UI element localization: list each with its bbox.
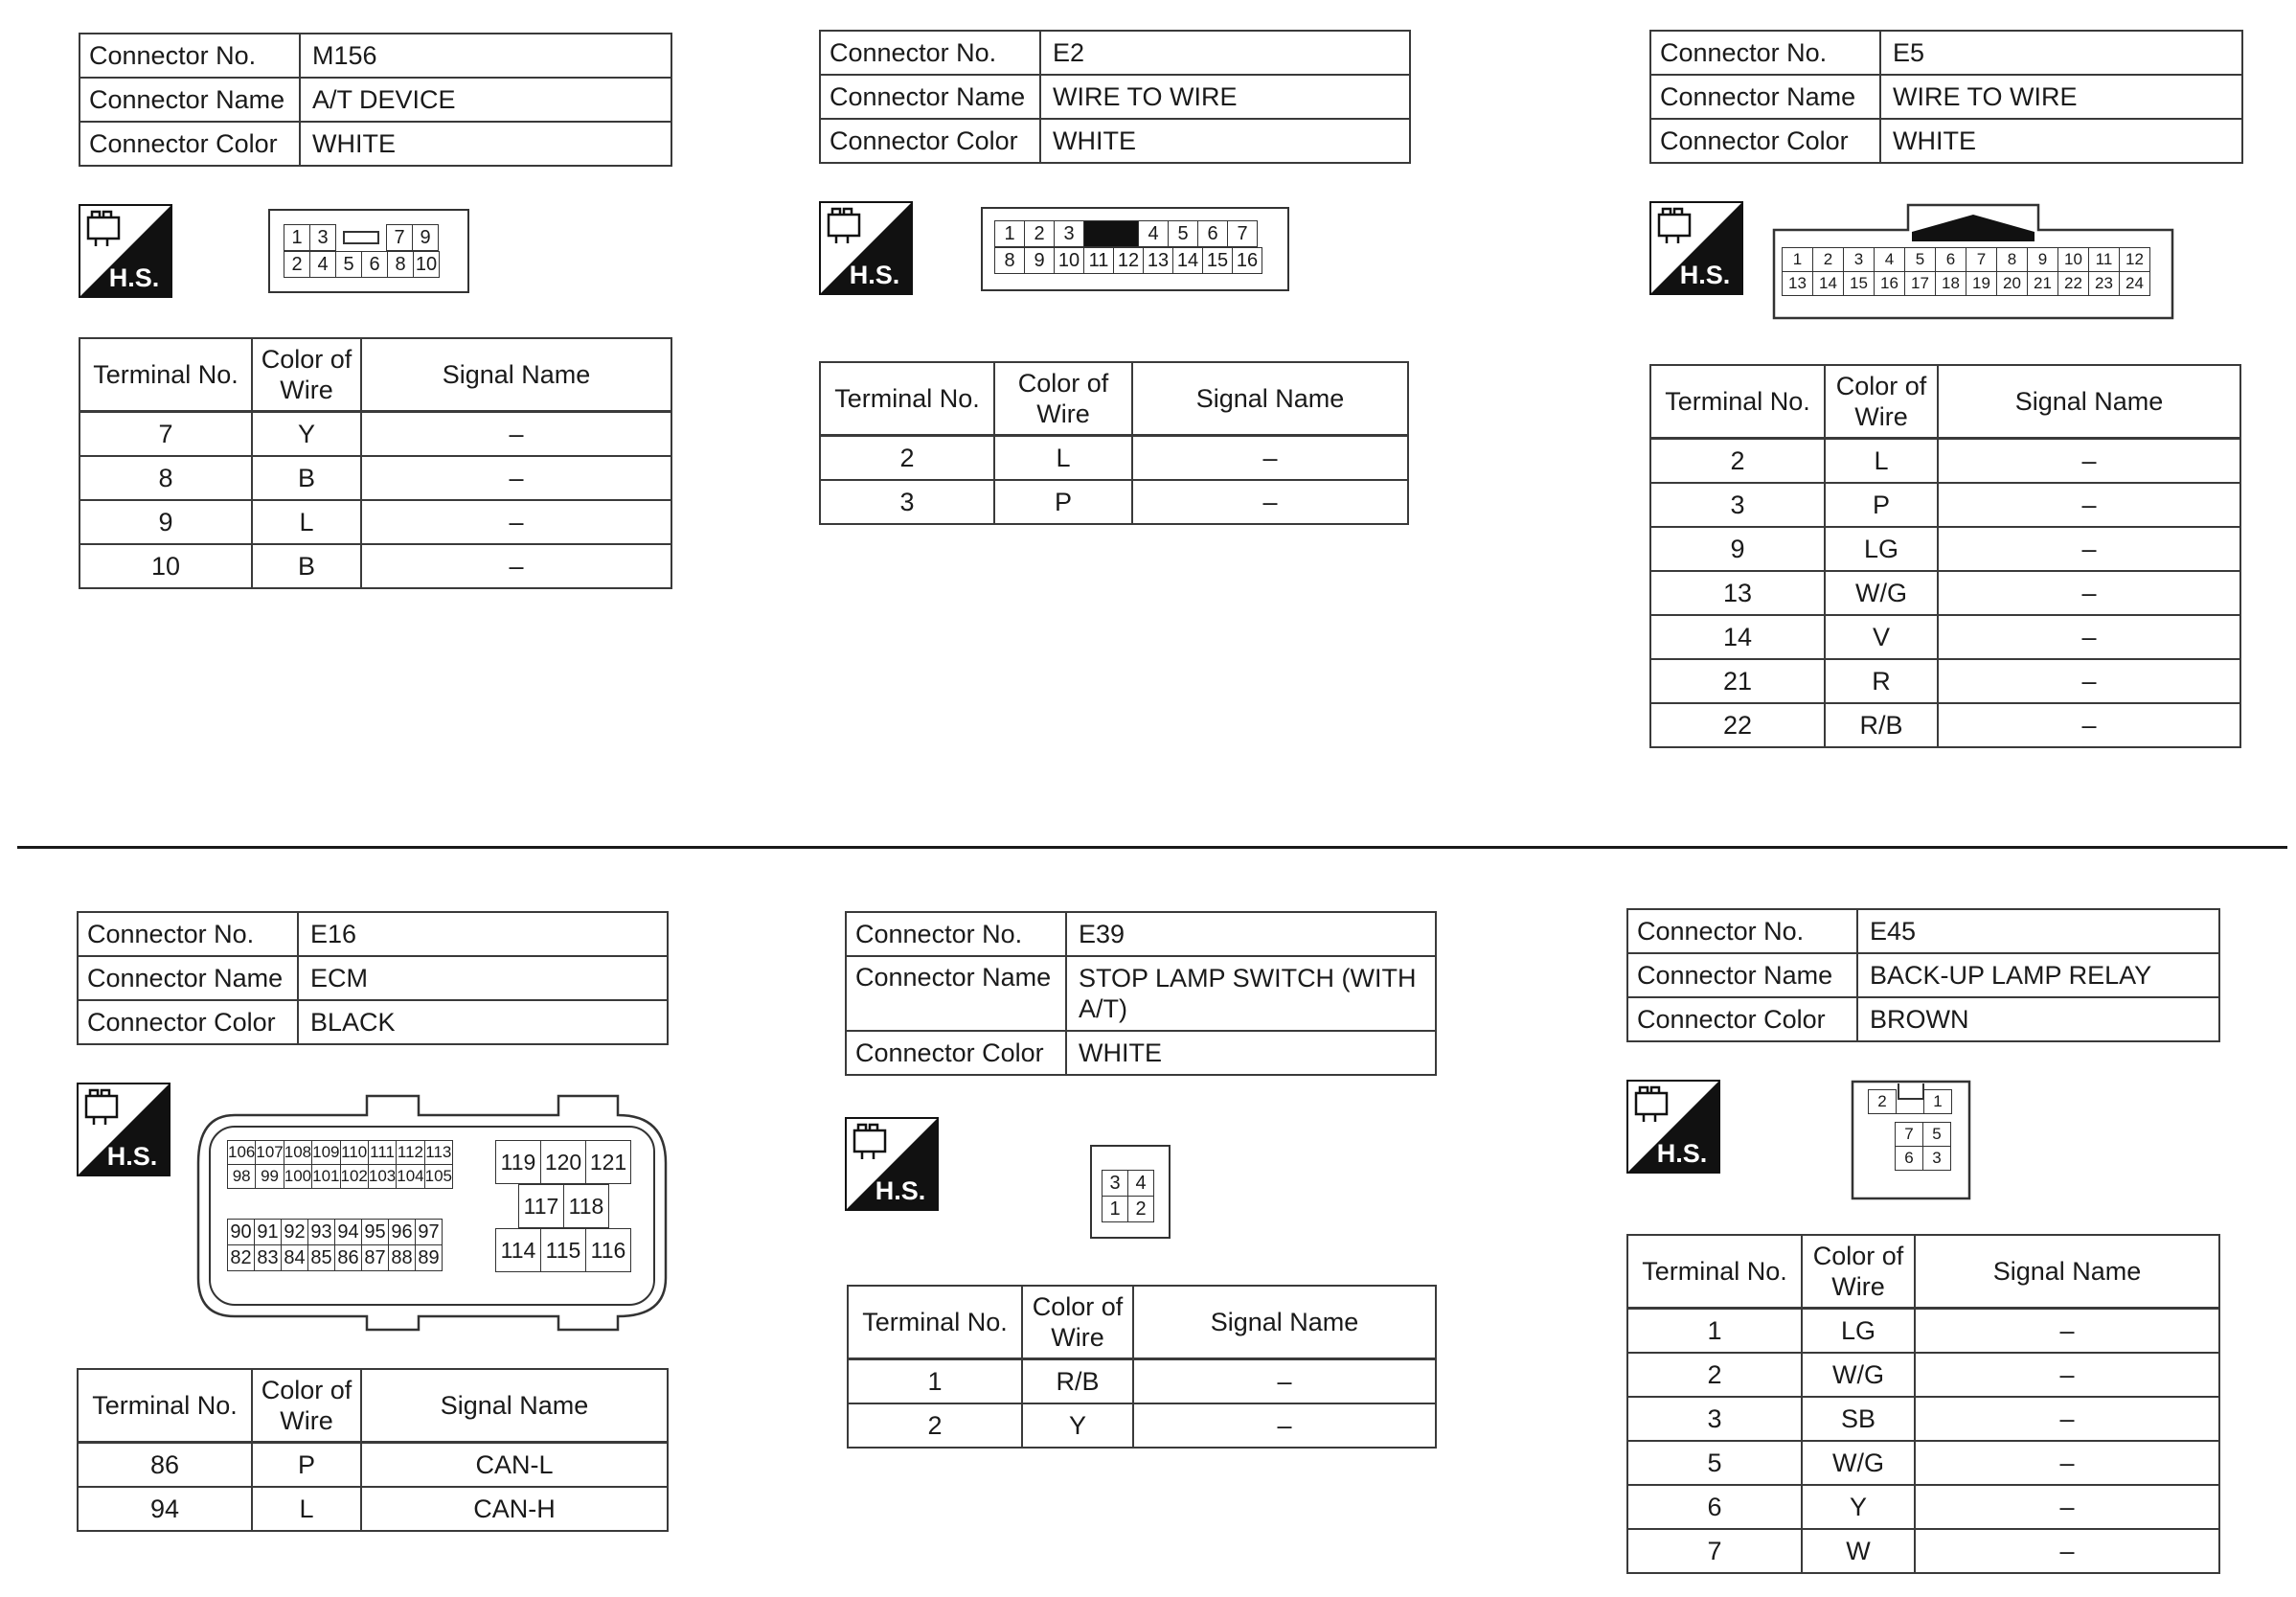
terminal-no: 9 bbox=[1650, 527, 1825, 571]
connector-e16 bbox=[77, 911, 669, 1045]
pin: 7 bbox=[1896, 1123, 1923, 1147]
terminal-no: 6 bbox=[1627, 1485, 1802, 1529]
pin: 101 bbox=[312, 1165, 340, 1189]
harness-side-icon bbox=[819, 201, 913, 300]
terminal-no: 8 bbox=[80, 456, 252, 500]
terminal-table-m156 bbox=[79, 337, 672, 589]
pin: 1 bbox=[284, 225, 310, 251]
connector-color-label: Connector Color bbox=[80, 122, 300, 166]
pin: 5 bbox=[1169, 221, 1198, 247]
connector-no-label: Connector No. bbox=[78, 912, 298, 956]
hs-label: H.S. bbox=[875, 1176, 926, 1205]
pin: 117 bbox=[519, 1185, 564, 1228]
pin: 2 bbox=[1025, 221, 1055, 247]
pin: 9 bbox=[413, 225, 439, 251]
connector-color: WHITE bbox=[1880, 119, 2242, 163]
connector-color: WHITE bbox=[300, 122, 671, 166]
table-row bbox=[1627, 1529, 2219, 1573]
pin: 9 bbox=[1025, 248, 1055, 274]
pin: 4 bbox=[310, 252, 336, 278]
connector-color: BLACK bbox=[298, 1000, 668, 1044]
pin: 3 bbox=[1844, 248, 1875, 272]
terminal-no-header: Terminal No. bbox=[78, 1369, 252, 1443]
connector-info-table bbox=[1626, 908, 2220, 1042]
pin: 99 bbox=[256, 1165, 284, 1189]
pin: 95 bbox=[362, 1220, 389, 1245]
wire-color: LG bbox=[1802, 1309, 1915, 1354]
pin: 9 bbox=[2028, 248, 2058, 272]
pin: 2 bbox=[284, 252, 310, 278]
gap bbox=[1897, 1090, 1924, 1114]
wire-color: V bbox=[1825, 615, 1938, 659]
pin: 1 bbox=[1924, 1090, 1952, 1114]
pin: 120 bbox=[541, 1141, 586, 1184]
signal-name-header: Signal Name bbox=[1915, 1235, 2219, 1309]
terminal-no: 14 bbox=[1650, 615, 1825, 659]
pin: 105 bbox=[424, 1165, 452, 1189]
connector-name: WIRE TO WIRE bbox=[1880, 75, 2242, 119]
terminal-no: 1 bbox=[848, 1359, 1022, 1404]
pin: 8 bbox=[1997, 248, 2028, 272]
connector-name: WIRE TO WIRE bbox=[1040, 75, 1410, 119]
wire-color: L bbox=[252, 500, 361, 544]
wire-color: R/B bbox=[1825, 703, 1938, 747]
pin: 8 bbox=[388, 252, 414, 278]
wire-color-header: Color of Wire bbox=[252, 1369, 361, 1443]
pin: 14 bbox=[1173, 248, 1203, 274]
connector-color: WHITE bbox=[1066, 1031, 1436, 1075]
wire-color: P bbox=[1825, 483, 1938, 527]
wire-color: SB bbox=[1802, 1397, 1915, 1441]
pin: 104 bbox=[397, 1165, 424, 1189]
pin: 3 bbox=[310, 225, 336, 251]
pin: 97 bbox=[416, 1220, 443, 1245]
terminal-no-header: Terminal No. bbox=[848, 1286, 1022, 1359]
wire-color: P bbox=[252, 1443, 361, 1488]
wire-color: R/B bbox=[1022, 1359, 1133, 1404]
pin: 121 bbox=[586, 1141, 631, 1184]
pin: 86 bbox=[335, 1245, 362, 1271]
connector-no: E2 bbox=[1040, 31, 1410, 75]
pin: 16 bbox=[1875, 272, 1905, 296]
connector-name-label: Connector Name bbox=[1627, 953, 1857, 997]
pin: 4 bbox=[1139, 221, 1169, 247]
terminal-no: 94 bbox=[78, 1487, 252, 1531]
connector-color: BROWN bbox=[1857, 997, 2219, 1041]
connector-color-label: Connector Color bbox=[78, 1000, 298, 1044]
pin: 18 bbox=[1936, 272, 1966, 296]
pin: 3 bbox=[1103, 1171, 1128, 1197]
pin: 115 bbox=[541, 1229, 586, 1272]
table-row bbox=[1650, 615, 2240, 659]
hs-label: H.S. bbox=[108, 263, 160, 292]
pin: 112 bbox=[397, 1141, 424, 1165]
pin: 118 bbox=[564, 1185, 609, 1228]
signal-name-header: Signal Name bbox=[1132, 362, 1408, 436]
terminal-no-header: Terminal No. bbox=[1650, 365, 1825, 439]
pin: 5 bbox=[1905, 248, 1936, 272]
connector-no-label: Connector No. bbox=[80, 34, 300, 78]
signal-name: – bbox=[1938, 483, 2240, 527]
pin: 85 bbox=[308, 1245, 335, 1271]
pin: 87 bbox=[362, 1245, 389, 1271]
pin: 15 bbox=[1203, 248, 1233, 274]
pin: 1 bbox=[1103, 1197, 1128, 1222]
pin: 103 bbox=[368, 1165, 396, 1189]
pin: 10 bbox=[2058, 248, 2089, 272]
connector-face-e16 bbox=[196, 1092, 668, 1334]
connector-info-table bbox=[1649, 30, 2243, 164]
signal-name: – bbox=[1915, 1397, 2219, 1441]
wire-color-header: Color of Wire bbox=[1825, 365, 1938, 439]
table-row bbox=[1650, 483, 2240, 527]
table-row bbox=[78, 1487, 668, 1531]
pin: 13 bbox=[1144, 248, 1173, 274]
pin: 16 bbox=[1233, 248, 1262, 274]
signal-name: – bbox=[1132, 436, 1408, 481]
pin: 20 bbox=[1997, 272, 2028, 296]
table-row bbox=[820, 480, 1408, 524]
wire-color: Y bbox=[1802, 1485, 1915, 1529]
table-row bbox=[848, 1403, 1436, 1448]
wire-color: P bbox=[994, 480, 1132, 524]
pin: 5 bbox=[336, 252, 362, 278]
pin: 21 bbox=[2028, 272, 2058, 296]
connector-m156 bbox=[79, 33, 672, 167]
table-row bbox=[1627, 1353, 2219, 1397]
hs-label: H.S. bbox=[849, 261, 900, 289]
wire-color: W bbox=[1802, 1529, 1915, 1573]
table-row bbox=[1650, 703, 2240, 747]
harness-side-icon bbox=[77, 1083, 170, 1181]
pin: 4 bbox=[1128, 1171, 1154, 1197]
terminal-no: 2 bbox=[1650, 439, 1825, 484]
terminal-no-header: Terminal No. bbox=[820, 362, 994, 436]
connector-face-e45 bbox=[1851, 1080, 1971, 1200]
connector-name-label: Connector Name bbox=[846, 956, 1066, 1031]
connector-no: M156 bbox=[300, 34, 671, 78]
table-row bbox=[1650, 571, 2240, 615]
connector-no: E5 bbox=[1880, 31, 2242, 75]
pin: 19 bbox=[1966, 272, 1997, 296]
terminal-table-e16 bbox=[77, 1368, 669, 1532]
signal-name: – bbox=[361, 544, 671, 588]
wire-color-header: Color of Wire bbox=[1022, 1286, 1133, 1359]
terminal-no: 10 bbox=[80, 544, 252, 588]
terminal-no: 86 bbox=[78, 1443, 252, 1488]
wire-color: R bbox=[1825, 659, 1938, 703]
wire-color: Y bbox=[252, 412, 361, 457]
wire-color: B bbox=[252, 544, 361, 588]
signal-name: CAN-L bbox=[361, 1443, 668, 1488]
terminal-no: 22 bbox=[1650, 703, 1825, 747]
connector-info-table bbox=[77, 911, 669, 1045]
wire-color: L bbox=[994, 436, 1132, 481]
pin: 6 bbox=[1198, 221, 1228, 247]
pin: 3 bbox=[1923, 1147, 1951, 1171]
signal-name: – bbox=[1938, 527, 2240, 571]
pin: 111 bbox=[368, 1141, 396, 1165]
terminal-no: 2 bbox=[1627, 1353, 1802, 1397]
pin: 91 bbox=[255, 1220, 282, 1245]
connector-name-label: Connector Name bbox=[78, 956, 298, 1000]
pin: 119 bbox=[496, 1141, 541, 1184]
pin: 10 bbox=[1055, 248, 1084, 274]
pin: 116 bbox=[586, 1229, 631, 1272]
pin: 110 bbox=[340, 1141, 368, 1165]
terminal-no: 13 bbox=[1650, 571, 1825, 615]
connector-name: BACK-UP LAMP RELAY bbox=[1857, 953, 2219, 997]
pin: 98 bbox=[228, 1165, 256, 1189]
pin: 7 bbox=[387, 225, 413, 251]
pin: 113 bbox=[424, 1141, 452, 1165]
hs-label: H.S. bbox=[1656, 1139, 1708, 1168]
wire-color-header: Color of Wire bbox=[1802, 1235, 1915, 1309]
pin: 7 bbox=[1228, 221, 1258, 247]
pin: 82 bbox=[228, 1245, 255, 1271]
pin: 93 bbox=[308, 1220, 335, 1245]
connector-color-label: Connector Color bbox=[820, 119, 1040, 163]
connector-info-table bbox=[79, 33, 672, 167]
signal-name-header: Signal Name bbox=[361, 1369, 668, 1443]
table-row bbox=[1650, 659, 2240, 703]
wire-color: Y bbox=[1022, 1403, 1133, 1448]
connector-e5 bbox=[1649, 30, 2243, 164]
connector-e39 bbox=[845, 911, 1437, 1076]
pin: 13 bbox=[1783, 272, 1813, 296]
wire-color-header: Color of Wire bbox=[994, 362, 1132, 436]
table-row bbox=[80, 500, 671, 544]
wire-color: W/G bbox=[1802, 1353, 1915, 1397]
pin: 24 bbox=[2120, 272, 2150, 296]
connector-no-label: Connector No. bbox=[1650, 31, 1880, 75]
terminal-table-e39 bbox=[847, 1285, 1437, 1449]
signal-name: – bbox=[1915, 1353, 2219, 1397]
connector-no: E16 bbox=[298, 912, 668, 956]
wire-color: LG bbox=[1825, 527, 1938, 571]
pin: 102 bbox=[340, 1165, 368, 1189]
signal-name: – bbox=[1938, 615, 2240, 659]
pin: 6 bbox=[362, 252, 388, 278]
table-row bbox=[80, 412, 671, 457]
pin: 15 bbox=[1844, 272, 1875, 296]
connector-face-e39 bbox=[1090, 1145, 1171, 1239]
terminal-no: 9 bbox=[80, 500, 252, 544]
connector-e2 bbox=[819, 30, 1411, 164]
table-row bbox=[80, 456, 671, 500]
pin: 23 bbox=[2089, 272, 2120, 296]
connector-name-label: Connector Name bbox=[1650, 75, 1880, 119]
connector-name: ECM bbox=[298, 956, 668, 1000]
table-row bbox=[1627, 1309, 2219, 1354]
signal-name: – bbox=[1915, 1485, 2219, 1529]
terminal-no: 2 bbox=[820, 436, 994, 481]
connector-info-table bbox=[845, 911, 1437, 1076]
pin: 109 bbox=[312, 1141, 340, 1165]
connector-face-e5 bbox=[1772, 201, 2174, 321]
hs-label: H.S. bbox=[106, 1142, 158, 1171]
pin: 11 bbox=[1084, 248, 1114, 274]
latch bbox=[336, 225, 387, 251]
pin: 6 bbox=[1896, 1147, 1923, 1171]
table-row bbox=[78, 1443, 668, 1488]
pin: 2 bbox=[1869, 1090, 1897, 1114]
connector-color: WHITE bbox=[1040, 119, 1410, 163]
pin: 1 bbox=[995, 221, 1025, 247]
signal-name: CAN-H bbox=[361, 1487, 668, 1531]
table-row bbox=[1627, 1441, 2219, 1485]
connector-info-table bbox=[819, 30, 1411, 164]
table-row bbox=[80, 544, 671, 588]
terminal-no: 5 bbox=[1627, 1441, 1802, 1485]
pin: 90 bbox=[228, 1220, 255, 1245]
table-row bbox=[820, 436, 1408, 481]
pin: 106 bbox=[228, 1141, 256, 1165]
table-row bbox=[848, 1359, 1436, 1404]
pin: 7 bbox=[1966, 248, 1997, 272]
wire-color-header: Color of Wire bbox=[252, 338, 361, 412]
pin: 96 bbox=[389, 1220, 416, 1245]
pin: 92 bbox=[282, 1220, 308, 1245]
terminal-table-e45 bbox=[1626, 1234, 2220, 1574]
wire-color: W/G bbox=[1825, 571, 1938, 615]
signal-name: – bbox=[1938, 659, 2240, 703]
hs-label: H.S. bbox=[1679, 261, 1731, 289]
terminal-no-header: Terminal No. bbox=[80, 338, 252, 412]
pin: 5 bbox=[1923, 1123, 1951, 1147]
pin: 14 bbox=[1813, 272, 1844, 296]
signal-name: – bbox=[1938, 571, 2240, 615]
terminal-no: 3 bbox=[820, 480, 994, 524]
connector-no-label: Connector No. bbox=[820, 31, 1040, 75]
table-row bbox=[1650, 527, 2240, 571]
connector-name: STOP LAMP SWITCH (WITH A/T) bbox=[1066, 956, 1436, 1031]
pin: 17 bbox=[1905, 272, 1936, 296]
connector-color-label: Connector Color bbox=[846, 1031, 1066, 1075]
harness-side-icon bbox=[845, 1117, 939, 1216]
table-row bbox=[1627, 1485, 2219, 1529]
harness-side-icon bbox=[1649, 201, 1743, 300]
pin: 1 bbox=[1783, 248, 1813, 272]
connector-color-label: Connector Color bbox=[1650, 119, 1880, 163]
terminal-no: 7 bbox=[80, 412, 252, 457]
harness-side-icon bbox=[79, 204, 172, 303]
signal-name: – bbox=[1938, 439, 2240, 484]
wire-color: L bbox=[252, 1487, 361, 1531]
pin: 4 bbox=[1875, 248, 1905, 272]
signal-name: – bbox=[1132, 480, 1408, 524]
connector-face-m156 bbox=[268, 209, 469, 293]
signal-name: – bbox=[361, 456, 671, 500]
signal-name: – bbox=[1915, 1309, 2219, 1354]
pin: 8 bbox=[995, 248, 1025, 274]
wire-color: L bbox=[1825, 439, 1938, 484]
pin: 10 bbox=[414, 252, 440, 278]
signal-name: – bbox=[1938, 703, 2240, 747]
pin: 83 bbox=[255, 1245, 282, 1271]
signal-name: – bbox=[361, 500, 671, 544]
connector-name-label: Connector Name bbox=[80, 78, 300, 122]
table-row bbox=[1650, 439, 2240, 484]
pin: 108 bbox=[284, 1141, 311, 1165]
signal-name-header: Signal Name bbox=[1938, 365, 2240, 439]
terminal-no: 2 bbox=[848, 1403, 1022, 1448]
pin: 114 bbox=[496, 1229, 541, 1272]
connector-face-e2 bbox=[981, 207, 1289, 291]
table-row bbox=[1627, 1397, 2219, 1441]
signal-name-header: Signal Name bbox=[361, 338, 671, 412]
signal-name: – bbox=[1133, 1359, 1436, 1404]
pin: 11 bbox=[2089, 248, 2120, 272]
signal-name: – bbox=[1133, 1403, 1436, 1448]
connector-no: E45 bbox=[1857, 909, 2219, 953]
signal-name: – bbox=[361, 412, 671, 457]
pin: 84 bbox=[282, 1245, 308, 1271]
connector-no: E39 bbox=[1066, 912, 1436, 956]
pin: 100 bbox=[284, 1165, 311, 1189]
connector-name-label: Connector Name bbox=[820, 75, 1040, 119]
terminal-no: 7 bbox=[1627, 1529, 1802, 1573]
connector-e45 bbox=[1626, 908, 2220, 1042]
pin: 89 bbox=[416, 1245, 443, 1271]
connector-color-label: Connector Color bbox=[1627, 997, 1857, 1041]
wire-color: B bbox=[252, 456, 361, 500]
pin: 88 bbox=[389, 1245, 416, 1271]
keyway bbox=[1084, 221, 1139, 247]
terminal-no: 3 bbox=[1650, 483, 1825, 527]
signal-name-header: Signal Name bbox=[1133, 1286, 1436, 1359]
terminal-no: 21 bbox=[1650, 659, 1825, 703]
pin: 2 bbox=[1128, 1197, 1154, 1222]
terminal-table-e2 bbox=[819, 361, 1409, 525]
connector-name: A/T DEVICE bbox=[300, 78, 671, 122]
pin: 107 bbox=[256, 1141, 284, 1165]
signal-name: – bbox=[1915, 1529, 2219, 1573]
signal-name: – bbox=[1915, 1441, 2219, 1485]
terminal-no: 3 bbox=[1627, 1397, 1802, 1441]
connector-no-label: Connector No. bbox=[1627, 909, 1857, 953]
pin: 12 bbox=[2120, 248, 2150, 272]
pin: 6 bbox=[1936, 248, 1966, 272]
terminal-no: 1 bbox=[1627, 1309, 1802, 1354]
pin: 94 bbox=[335, 1220, 362, 1245]
wire-color: W/G bbox=[1802, 1441, 1915, 1485]
pin: 2 bbox=[1813, 248, 1844, 272]
connector-no-label: Connector No. bbox=[846, 912, 1066, 956]
pin: 12 bbox=[1114, 248, 1144, 274]
pin: 22 bbox=[2058, 272, 2089, 296]
section-divider bbox=[17, 846, 2287, 849]
pin: 3 bbox=[1055, 221, 1084, 247]
terminal-no-header: Terminal No. bbox=[1627, 1235, 1802, 1309]
terminal-table-e5 bbox=[1649, 364, 2241, 748]
harness-side-icon bbox=[1626, 1080, 1720, 1178]
